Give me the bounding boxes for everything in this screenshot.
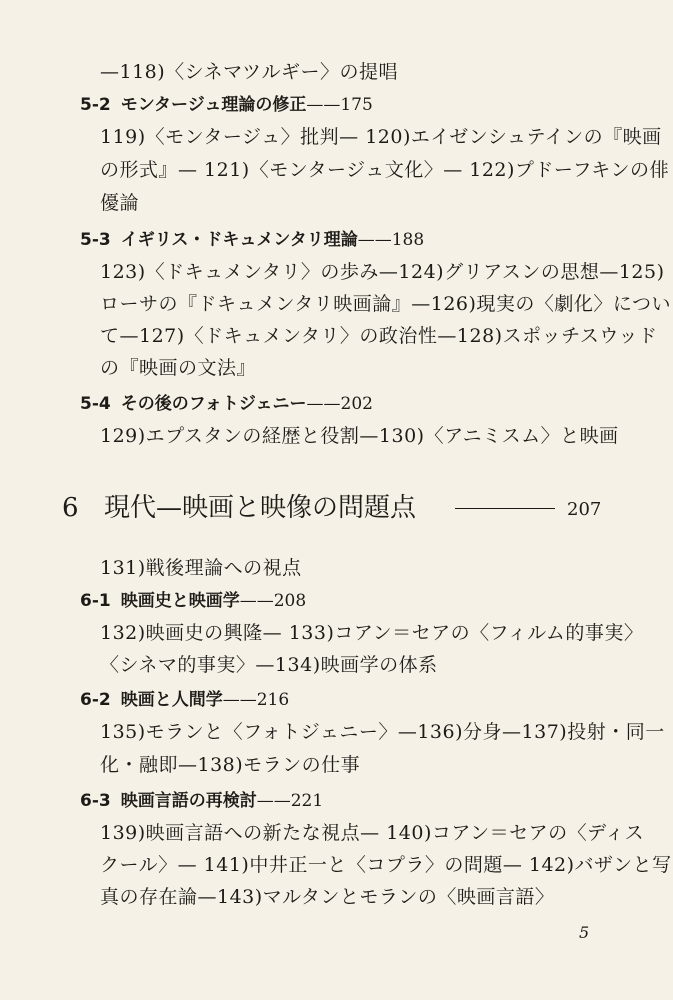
section-heading-5-4: 5-4 その後のフォトジェニー——202 <box>80 394 373 414</box>
toc-entry-line: 119)〈モンタージュ〉批判— 120)エイゼンシュテインの『映画 <box>100 126 662 148</box>
toc-entry-line: の『映画の文法』 <box>100 357 257 379</box>
section-heading-5-2: 5-2 モンタージュ理論の修正——175 <box>80 95 373 115</box>
chapter-title: 現代—映画と映像の問題点 <box>104 493 417 523</box>
section-title: 映画と人間学 <box>120 690 223 710</box>
section-heading-6-1: 6-1 映画史と映画学——208 <box>80 591 307 611</box>
section-title: その後のフォトジェニー <box>120 394 307 414</box>
chapter-number: 6 <box>62 493 79 523</box>
section-number: 5-4 <box>80 394 111 414</box>
section-page: 202 <box>340 394 373 414</box>
page-number: 5 <box>579 923 590 942</box>
section-page: 188 <box>391 230 425 250</box>
toc-entry-line: の形式』— 121)〈モンタージュ文化〉— 122)プドーフキンの俳 <box>100 159 670 181</box>
section-number: 6-3 <box>80 791 111 811</box>
toc-entry-line: ローサの『ドキュメンタリ映画論』—126)現実の〈劇化〉につい <box>100 293 672 315</box>
section-page: 216 <box>256 690 290 710</box>
section-page: 175 <box>340 95 373 115</box>
section-title: 映画言語の再検討 <box>120 791 257 811</box>
toc-entry-line: —118)〈シネマツルギー〉の提唱 <box>100 61 399 83</box>
toc-entry-line: て—127)〈ドキュメンタリ〉の政治性—128)スポッチスウッド <box>100 325 658 347</box>
leader-rule <box>455 508 555 509</box>
toc-entry-line: 優論 <box>100 192 140 214</box>
section-title: モンタージュ理論の修正 <box>120 95 307 115</box>
toc-entry-line: 135)モランと〈フォトジェニー〉—136)分身—137)投射・同一 <box>100 721 665 743</box>
section-heading-6-2: 6-2 映画と人間学——216 <box>80 690 290 710</box>
toc-entry-line: 132)映画史の興隆— 133)コアン＝セアの〈フィルム的事実〉 <box>100 622 644 644</box>
toc-entry-line: 123)〈ドキュメンタリ〉の歩み—124)グリアスンの思想—125) <box>100 261 665 283</box>
section-number: 5-3 <box>80 230 111 250</box>
toc-entry-line: 139)映画言語への新たな視点— 140)コアン＝セアの〈ディス <box>100 822 645 844</box>
toc-entry-line: 〈シネマ的事実〉—134)映画学の体系 <box>100 654 438 676</box>
section-heading-5-3: 5-3 イギリス・ドキュメンタリ理論——188 <box>80 230 425 250</box>
section-title: 映画史と映画学 <box>120 591 240 611</box>
toc-entry-line: 129)エプスタンの経歴と役割—130)〈アニミスム〉と映画 <box>100 425 619 447</box>
toc-entry-line: 化・融即—138)モランの仕事 <box>100 754 361 776</box>
section-title: イギリス・ドキュメンタリ理論 <box>120 230 358 250</box>
section-page: 208 <box>273 591 307 611</box>
section-heading-6-3: 6-3 映画言語の再検討——221 <box>80 791 324 811</box>
chapter-heading <box>62 492 602 524</box>
section-number: 6-2 <box>80 690 111 710</box>
toc-entry-line: 真の存在論—143)マルタンとモランの〈映画言語〉 <box>100 886 555 908</box>
section-number: 5-2 <box>80 95 111 115</box>
chapter-page: 207 <box>567 499 602 520</box>
section-page: 221 <box>290 791 324 811</box>
toc-entry-line: クール〉— 141)中井正一と〈コプラ〉の問題— 142)バザンと写 <box>100 854 672 876</box>
toc-entry-line: 131)戦後理論への視点 <box>100 557 302 579</box>
section-number: 6-1 <box>80 591 111 611</box>
